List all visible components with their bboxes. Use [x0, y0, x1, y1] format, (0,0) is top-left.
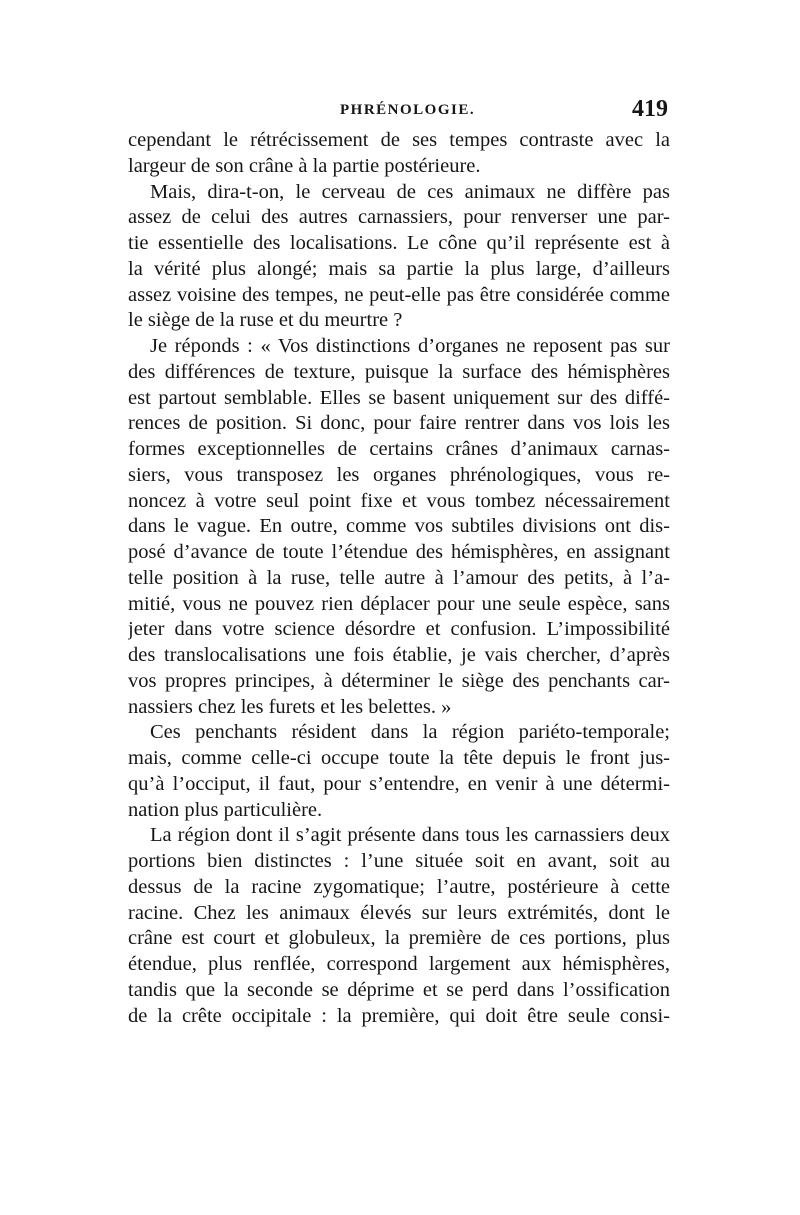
text-line: formes exceptionnelles de certains crânes d’animaux carnas- — [128, 438, 670, 460]
text-line: est partout semblable. Elles se basent uniquement sur des diffé- — [128, 386, 670, 409]
text-line: des différences de texture, puisque la surface des hémisphères — [128, 360, 670, 383]
text-line: portions bien distinctes : l’une située soit en avant, soit au — [128, 850, 670, 872]
text-line: mais, comme celle-ci occupe toute la tête depuis le front jus- — [128, 747, 670, 769]
text-line: rences de position. Si donc, pour faire rentrer dans vos lois les — [128, 412, 670, 435]
text-line: mitié, vous ne pouvez rien déplacer pour une seule espèce, sans — [128, 592, 670, 615]
text-line: La région dont il s’agit présente dans tous les carnassiers deux — [150, 824, 670, 847]
text-line: des translocalisations une fois établie, je vais chercher, d’après — [128, 644, 670, 666]
text-line: largeur de son crâne à la partie postérieure. — [128, 154, 481, 177]
text-line: de la crête occipitale : la première, qui doit être seule consi- — [128, 1004, 670, 1027]
text-line: jeter dans votre science désordre et confusion. L’impossibilité — [128, 618, 670, 641]
text-line: assez voisine des tempes, ne peut-elle pas être considérée comme — [128, 283, 670, 306]
running-head — [128, 96, 668, 126]
text-line: tie essentielle des localisations. Le cône qu’il représente est à — [128, 232, 670, 254]
text-line: Mais, dira-t-on, le cerveau de ces animaux ne diffère pas — [150, 180, 670, 203]
text-line: cependant le rétrécissement de ses tempes contraste avec la — [128, 129, 670, 151]
text-line: Je réponds : « Vos distinctions d’organes ne reposent pas sur — [150, 335, 670, 357]
text-line: vos propres principes, à déterminer le siège des penchants car- — [128, 669, 670, 692]
text-line: racine. Chez les animaux élevés sur leurs extrémités, dont le — [128, 901, 670, 924]
text-line: posé d’avance de toute l’étendue des hémisphères, en assignant — [128, 541, 670, 563]
text-line: le siège de la ruse et du meurtre ? — [128, 309, 403, 332]
text-line: étendue, plus renflée, correspond largement aux hémisphères, — [128, 953, 670, 975]
page-number: 419 — [632, 96, 668, 122]
text-line: qu’à l’occiput, il faut, pour s’entendre, en venir à une détermi- — [128, 772, 670, 795]
text-line: tandis que la seconde se déprime et se perd dans l’ossification — [128, 978, 670, 1001]
text-line: nation plus particulière. — [128, 798, 323, 821]
text-line: telle position à la ruse, telle autre à l’amour des petits, à l’a- — [128, 566, 670, 589]
text-line: dessus de la racine zygomatique; l’autre, postérieure à cette — [128, 875, 670, 898]
text-line: noncez à votre seul point fixe et vous tombez nécessairement — [128, 489, 670, 512]
body-text — [128, 128, 670, 1029]
text-line: siers, vous transposez les organes phrénologiques, vous re- — [128, 463, 670, 486]
text-line: dans le vague. En outre, comme vos subtiles divisions ont dis- — [128, 515, 670, 538]
text-line: crâne est court et globuleux, la première de ces portions, plus — [128, 927, 670, 950]
running-title: PHRÉNOLOGIE. — [340, 102, 476, 118]
text-line: assez de celui des autres carnassiers, pour renverser une par- — [128, 206, 670, 229]
text-line: la vérité plus alongé; mais sa partie la plus large, d’ailleurs — [128, 257, 670, 280]
text-line: Ces penchants résident dans la région pariéto-temporale; — [150, 721, 670, 744]
text-line: nassiers chez les furets et les belettes. » — [128, 695, 452, 718]
